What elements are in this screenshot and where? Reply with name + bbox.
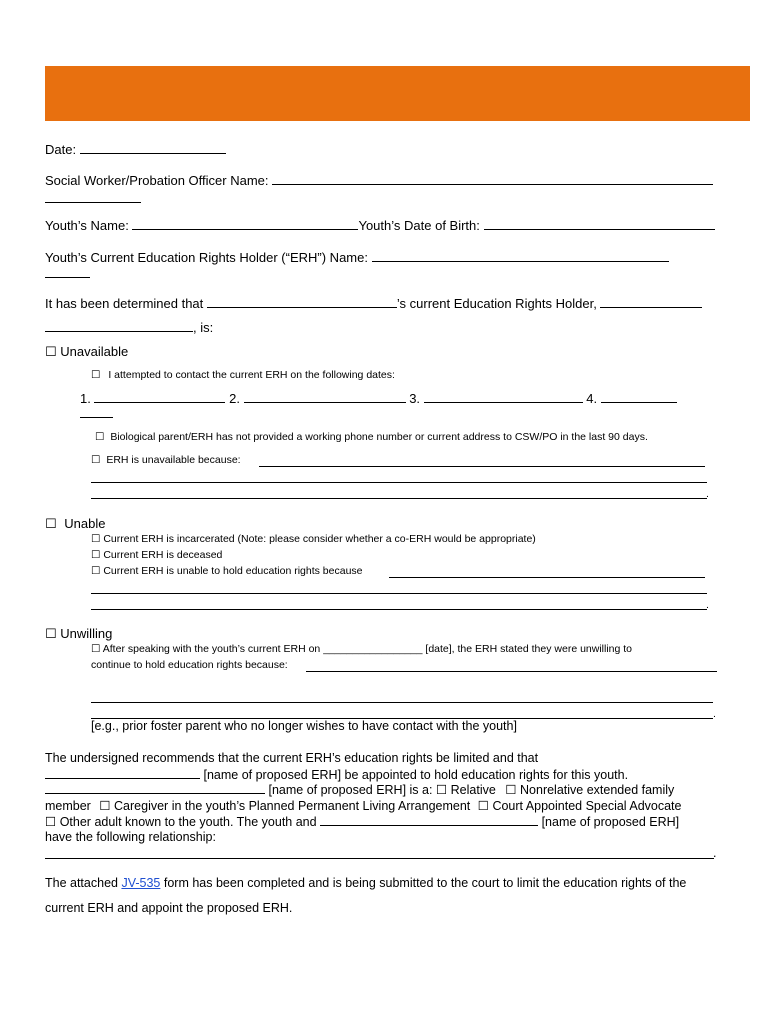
recommend-line-5: ☐ Other adult known to the youth. The youth and [name of proposed ERH] [45, 814, 680, 829]
casa-checkbox[interactable]: ☐ [477, 798, 489, 813]
attempted-option[interactable] [91, 369, 395, 382]
incarcerated-option[interactable] [91, 533, 536, 546]
deceased-option[interactable] [91, 549, 222, 562]
attempt-date-2-field[interactable] [244, 391, 406, 403]
continue-label: continue to hold education rights because: [91, 659, 288, 671]
current-erh-blank[interactable] [600, 296, 702, 308]
sw-name-field-continued[interactable] [45, 202, 141, 203]
nonrelative-checkbox[interactable]: ☐ [505, 782, 517, 797]
youth-name-blank[interactable] [207, 296, 397, 308]
unable-because-checkbox[interactable]: ☐ [91, 565, 101, 577]
recommend-line-1: The undersigned recommends that the current ERH’s education rights be limited and that [45, 751, 539, 765]
unavailable-checkbox[interactable]: ☐ [45, 345, 57, 360]
speaking-prefix: After speaking with the youth’s current ERH on [102, 643, 321, 655]
unable-reason-line-1[interactable] [389, 577, 705, 578]
attempt-date-1-field[interactable] [94, 391, 225, 403]
unable-checkbox[interactable]: ☐ [45, 517, 57, 532]
unwilling-reason-line-2[interactable] [91, 702, 713, 703]
deceased-label: Current ERH is deceased [103, 549, 223, 561]
speaking-suffix: [date], the ERH stated they were unwilling to [425, 643, 633, 655]
proposed-erh-name-field[interactable] [45, 767, 200, 779]
unable-label: Unable [64, 516, 106, 531]
unwilling-date-field[interactable]: _________________ [323, 643, 423, 655]
attempt-dates-row: 1. 2. 3. 4. [80, 391, 677, 406]
bio-parent-checkbox[interactable]: ☐ [95, 431, 105, 443]
unable-reason-line-3[interactable] [91, 609, 707, 610]
period: . [713, 846, 717, 860]
recommend-line-3: [name of proposed ERH] is a: ☐ Relative ☐ Nonrelative extended family [45, 782, 674, 798]
recommend-line-2: [name of proposed ERH] be appointed to hold education rights for this youth. [45, 767, 628, 783]
unable-option[interactable] [45, 516, 105, 532]
bio-parent-option[interactable] [95, 431, 648, 444]
current-erh-blank-continued[interactable] [45, 320, 193, 332]
attempted-checkbox[interactable]: ☐ [91, 369, 101, 381]
other-adult-checkbox[interactable]: ☐ [45, 814, 57, 829]
erh-name-label: Youth’s Current Education Rights Holder (“ERH”) Name: [45, 250, 669, 265]
youth-dob-field[interactable] [484, 218, 715, 230]
unavailable-because-label: ERH is unavailable because: [106, 454, 241, 466]
caregiver-label: Caregiver in the youth’s Planned Permanent Living Arrangement [114, 799, 471, 813]
relationship-label: have the following relationship: [45, 830, 216, 844]
incarcerated-label: Current ERH is incarcerated (Note: please consider whether a co-ERH would be appropriate) [103, 533, 536, 545]
bio-parent-label: Biological parent/ERH has not provided a working phone number or current address to CSW/PO in the last 90 days. [110, 431, 648, 443]
unwilling-speaking-option[interactable] [91, 643, 632, 656]
sw-name-label: Social Worker/Probation Officer Name: [45, 173, 713, 188]
deceased-checkbox[interactable]: ☐ [91, 549, 101, 561]
youth-name-row [45, 218, 715, 233]
unwilling-label: Unwilling [60, 626, 113, 641]
attempt-date-4-field-continued[interactable] [80, 417, 113, 418]
relative-checkbox[interactable]: ☐ [435, 782, 448, 797]
unable-because-option[interactable] [91, 565, 363, 578]
nonrelative-label: Nonrelative extended family [520, 783, 675, 797]
jv535-link[interactable]: JV-535 [121, 876, 161, 890]
unavailable-option[interactable] [45, 344, 128, 360]
attached-line-2: current ERH and appoint the proposed ERH. [45, 901, 293, 915]
date-label: Date: [45, 142, 226, 157]
unavailable-because-option[interactable] [91, 454, 241, 467]
unavailable-reason-line-1[interactable] [259, 466, 705, 467]
youth-dob-label: Youth’s Date of Birth: [358, 218, 480, 233]
unable-reason-line-2[interactable] [91, 593, 707, 594]
youth-name-label: Youth’s Name: [45, 218, 129, 233]
unwilling-example-note: [e.g., prior foster parent who no longer wishes to have contact with the youth] [91, 719, 517, 733]
erh-name-field[interactable] [372, 250, 669, 262]
date-field[interactable] [80, 142, 226, 154]
unavailable-label: Unavailable [60, 344, 129, 359]
relative-label: Relative [450, 783, 496, 797]
other-adult-label: Other adult known to the youth. The youth and [59, 815, 317, 829]
attempt-date-4-field[interactable] [601, 391, 677, 403]
period: . [706, 599, 709, 611]
youth-name-field[interactable] [132, 218, 358, 230]
caregiver-checkbox[interactable]: ☐ [99, 798, 111, 813]
unwilling-checkbox[interactable]: ☐ [45, 627, 57, 642]
period: . [706, 488, 709, 500]
unavailable-because-checkbox[interactable]: ☐ [91, 454, 101, 466]
determined-row-2: , is: [45, 320, 213, 335]
determined-row: It has been determined that ’s current Education Rights Holder, [45, 296, 702, 311]
casa-label: Court Appointed Special Advocate [492, 799, 682, 813]
period: . [713, 708, 716, 720]
unavailable-reason-line-2[interactable] [91, 482, 707, 483]
incarcerated-checkbox[interactable]: ☐ [91, 533, 101, 545]
relationship-erh-name-field[interactable] [320, 814, 538, 826]
unwilling-option[interactable] [45, 626, 112, 642]
relationship-line[interactable] [45, 858, 714, 859]
orange-header-banner [45, 66, 750, 121]
unwilling-speaking-checkbox[interactable]: ☐ [91, 643, 101, 655]
unable-because-label: Current ERH is unable to hold education rights because [103, 565, 363, 577]
sw-name-field[interactable] [272, 173, 713, 185]
attached-line-1: The attached JV-535 form has been completed and is being submitted to the court to limit the education rights of the [45, 876, 687, 890]
attempt-date-3-field[interactable] [424, 391, 583, 403]
proposed-erh-name-field-2[interactable] [45, 782, 265, 794]
recommend-line-4: member ☐ Caregiver in the youth’s Planned Permanent Living Arrangement ☐ Court Appointed Special Advocate [45, 798, 682, 813]
unwilling-reason-line-1[interactable] [306, 671, 717, 672]
attempted-label: I attempted to contact the current ERH on the following dates: [108, 369, 395, 381]
unavailable-reason-line-3[interactable] [91, 498, 707, 499]
erh-name-field-continued[interactable] [45, 277, 90, 278]
